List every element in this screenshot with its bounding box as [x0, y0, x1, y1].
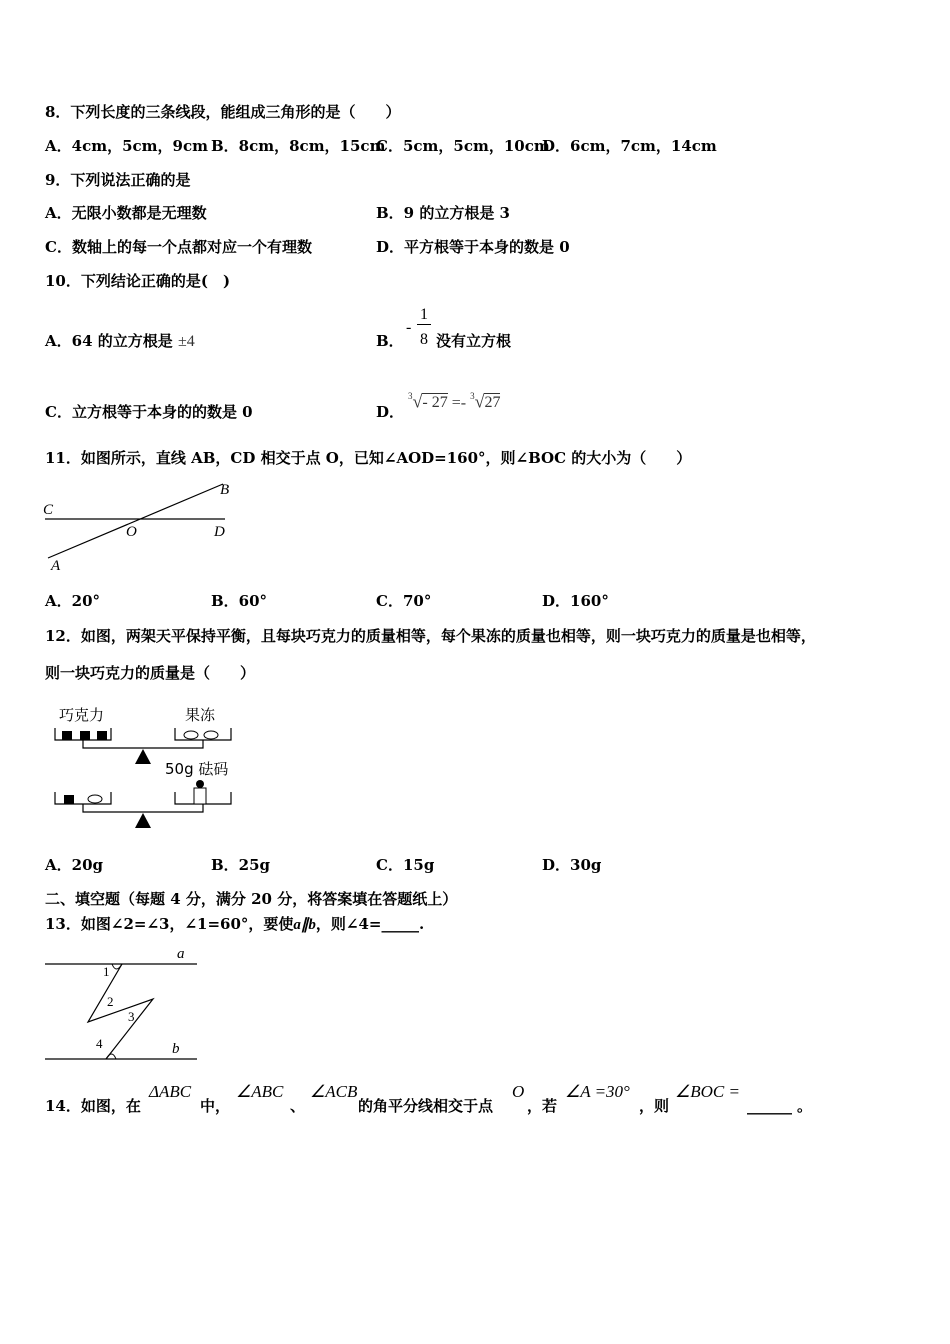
q13-parallel-condition: a∥b [293, 917, 316, 933]
q12-option-b: B．25g [211, 856, 271, 874]
label-d: D [214, 524, 225, 540]
q14-text-5: ，若 [527, 1097, 558, 1115]
q11-option-a: A．20° [45, 592, 101, 610]
weight-knob [196, 780, 204, 788]
q8-option-d: D．6cm，7cm，14cm [542, 137, 717, 155]
q13-stem [45, 914, 424, 935]
q12-figure-balances [45, 700, 245, 840]
q9-option-b: B．9 的立方根是 3 [376, 204, 510, 222]
q13-stem-end: . [418, 915, 425, 933]
angle-1-arc [112, 964, 122, 969]
q13-answer-blank[interactable]: _____ [381, 915, 419, 933]
top-right-pan [175, 728, 231, 740]
line-ab [48, 484, 223, 558]
q10-option-b-denominator: 8 [420, 331, 428, 348]
q14-point-o: O [512, 1082, 525, 1101]
q10-option-b-minus: - [406, 319, 412, 336]
q14-text-4: 的角平分线相交于点 [358, 1097, 494, 1115]
q10-option-a-math: ±4 [177, 333, 195, 350]
q14-angle-acb: ∠ACB [310, 1082, 358, 1101]
q14-angle-abc: ∠ABC [236, 1082, 284, 1101]
q8-option-a: A．4cm，5cm，9cm [45, 137, 208, 155]
chocolate-block [62, 731, 72, 740]
q10-radicand-2: 27 [484, 394, 501, 412]
q11-figure-intersecting-lines [40, 476, 240, 576]
q14-angle-a-value: ∠A =30° [565, 1082, 630, 1101]
q10-option-d-math [408, 388, 500, 413]
jelly-piece [204, 731, 218, 739]
label-c: C [43, 502, 54, 518]
angle-2-label: 2 [107, 994, 114, 1009]
q9-option-a: A．无限小数都是无理数 [45, 204, 207, 222]
q8-option-c: C．5cm，5cm，10cm [376, 137, 550, 155]
top-fulcrum [135, 749, 151, 764]
q14-text-end: 。 [797, 1097, 813, 1115]
q10-option-a [45, 331, 195, 352]
q8-option-b: B．8cm，8cm，15cm [211, 137, 386, 155]
bottom-beam [83, 804, 203, 812]
q10-option-d-label: D． [376, 403, 405, 421]
bottom-fulcrum [135, 813, 151, 828]
q11-stem: 11．如图所示，直线 AB，CD 相交于点 O，已知∠AOD=160°，则∠BOC 的大小为（ ） [45, 449, 692, 467]
q14-text-2: 中， [200, 1097, 231, 1115]
label-b: B [220, 482, 230, 498]
q10-option-b-fraction [417, 306, 431, 349]
q13-stem-pre: 13．如图∠2=∠3，∠1=60°，要使 [45, 915, 294, 933]
q10-radical-sign-1: √ [412, 391, 423, 412]
q14-triangle-abc: ΔABC [149, 1082, 192, 1101]
label-a: A [51, 558, 61, 574]
label-jelly: 果冻 [185, 706, 216, 724]
q12-stem-line1: 12．如图，两架天平保持平衡，且每块巧克力的质量相等，每个果冻的质量也相等，则一块巧克力的质量是也相等， [45, 627, 816, 645]
angle-1-label: 1 [103, 964, 110, 979]
q11-option-d: D．160° [542, 592, 609, 610]
q14-angle-boc: ∠BOC = [675, 1082, 740, 1101]
angle-3-label: 3 [128, 1009, 135, 1024]
q10-option-b-numerator: 1 [417, 306, 431, 325]
q12-option-a: A．20g [45, 856, 104, 874]
q14-text-1: 14．如图，在 [45, 1097, 141, 1115]
bottom-left-pan [55, 792, 111, 804]
q11-option-c: C．70° [376, 592, 432, 610]
q10-radicand-1: - 27 [422, 394, 448, 412]
q10-cube-root-index-1: 3 [408, 391, 413, 401]
q9-option-d: D．平方根等于本身的数是 0 [376, 238, 570, 256]
q13-figure-parallel-lines [40, 942, 205, 1067]
label-o: O [126, 524, 137, 540]
top-beam [83, 740, 203, 748]
angle-4-arc [106, 1054, 116, 1059]
section-heading-fill-in: 二、填空题（每题 4 分，满分 20 分，将答案填在答题纸上） [45, 890, 458, 908]
label-a: a [177, 946, 185, 962]
q10-option-b-text: 没有立方根 [436, 332, 512, 350]
q8-stem: 8．下列长度的三条线段，能组成三角形的是（ ） [45, 103, 401, 121]
chocolate-block [97, 731, 107, 740]
q10-stem: 10．下列结论正确的是( ) [45, 272, 231, 290]
q14-text-6: ，则 [639, 1097, 670, 1115]
q10-equals: =- [451, 394, 467, 412]
q12-option-c: C．15g [376, 856, 435, 874]
q13-stem-post: ，则∠4= [315, 915, 382, 933]
label-b: b [172, 1041, 180, 1057]
q9-stem: 9．下列说法正确的是 [45, 171, 191, 189]
q14-text-3: 、 [290, 1097, 306, 1115]
q10-radical-sign-2: √ [474, 391, 485, 412]
q10-cube-root-index-2: 3 [470, 391, 475, 401]
q10-option-b-label: B． [376, 332, 404, 350]
q10-option-c: C．立方根等于本身的的数是 0 [45, 403, 253, 421]
label-50g-weight: 50g 砝码 [165, 760, 229, 778]
jelly-piece [88, 795, 102, 803]
q11-option-b: B．60° [211, 592, 268, 610]
angle-4-label: 4 [96, 1036, 103, 1051]
q12-stem-line2: 则一块巧克力的质量是（ ） [45, 664, 256, 682]
chocolate-block [80, 731, 90, 740]
q9-option-c: C．数轴上的每一个点都对应一个有理数 [45, 238, 312, 256]
q12-option-d: D．30g [542, 856, 602, 874]
q10-option-a-label: A．64 的立方根是 [45, 332, 173, 350]
q14-answer-blank[interactable]: ______ [747, 1097, 792, 1115]
label-chocolate: 巧克力 [59, 706, 105, 724]
weight-block [194, 788, 206, 804]
jelly-piece [184, 731, 198, 739]
chocolate-block [64, 795, 74, 804]
